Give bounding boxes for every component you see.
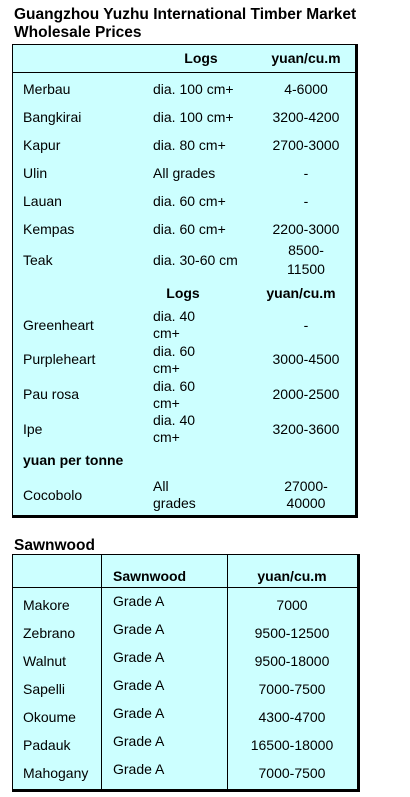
species-name: Ulin (23, 165, 48, 181)
species-name: Merbau (23, 81, 71, 97)
grade-cell-line-2: cm+ (153, 429, 180, 445)
grade-cell: Grade A (113, 649, 165, 665)
price-cell-line-2: 40000 (286, 495, 326, 511)
grade-cell: dia. 60 cm+ (153, 221, 226, 237)
price-cell: 2000-2500 (272, 386, 340, 402)
grade-cell-line-2: cm+ (153, 395, 180, 411)
grade-cell: Grade A (113, 705, 165, 721)
grade-cell: dia. 30-60 cm (153, 252, 238, 268)
grade-cell: Grade A (113, 733, 165, 749)
species-name: Greenheart (23, 317, 94, 333)
logs-header2-price: yuan/cu.m (266, 285, 336, 301)
price-cell: - (303, 317, 309, 333)
grade-cell-line-2: grades (153, 495, 196, 511)
species-name: Lauan (23, 193, 62, 209)
grade-cell-line-1: dia. 60 (153, 343, 196, 359)
price-cell: 9500-18000 (254, 653, 330, 669)
species-name: Zebrano (23, 625, 76, 641)
grade-cell: dia. 100 cm+ (153, 81, 234, 97)
sawnwood-price-table (12, 554, 360, 792)
grade-cell: dia. 80 cm+ (153, 137, 226, 153)
price-cell: 3200-4200 (272, 109, 340, 125)
species-name: Okoume (23, 709, 76, 725)
logs-price-table (12, 44, 358, 518)
price-cell: 4300-4700 (258, 709, 326, 725)
sawnwood-header-price: yuan/cu.m (257, 568, 327, 584)
sawnwood-header-grade: Sawnwood (113, 568, 187, 584)
grade-cell: Grade A (113, 621, 165, 637)
species-name: Mahogany (23, 765, 89, 781)
price-cell: 7000-7500 (258, 765, 326, 781)
grade-cell: dia. 100 cm+ (153, 109, 234, 125)
grade-cell: All grades (153, 165, 216, 181)
grade-cell: Grade A (113, 593, 165, 609)
species-name: Padauk (23, 737, 71, 753)
species-name: Makore (23, 597, 70, 613)
price-cell: - (303, 193, 309, 209)
price-cell-line-1: 27000- (284, 478, 328, 494)
price-cell: 7000 (276, 597, 308, 613)
species-name: Teak (23, 252, 53, 268)
logs-header-price: yuan/cu.m (271, 50, 341, 66)
species-name: Bangkirai (23, 109, 82, 125)
species-name: Purpleheart (23, 351, 96, 367)
logs-header-grade: Logs (184, 50, 218, 66)
species-name: Walnut (23, 653, 67, 669)
grade-cell-line-1: All (153, 478, 169, 494)
species-name: Cocobolo (23, 487, 83, 503)
species-name: Kapur (23, 137, 61, 153)
species-name: Sapelli (23, 681, 66, 697)
page-title (14, 6, 356, 42)
grade-cell: Grade A (113, 677, 165, 693)
price-cell: 2200-3000 (272, 221, 340, 237)
price-cell: - (303, 165, 309, 181)
grade-cell-line-1: dia. 40 (153, 412, 196, 428)
price-cell: 4-6000 (284, 81, 328, 97)
price-cell: 3000-4500 (272, 351, 340, 367)
price-cell: 3200-3600 (272, 421, 340, 437)
price-cell: 9500-12500 (254, 625, 330, 641)
price-cell-line-1: 8500- (288, 242, 324, 258)
tonne-unit-label: yuan per tonne (23, 452, 124, 468)
grade-cell: Grade A (113, 761, 165, 777)
price-cell: 2700-3000 (272, 137, 340, 153)
price-cell: 16500-18000 (250, 737, 334, 753)
grade-cell-line-2: cm+ (153, 325, 180, 341)
grade-cell-line-1: dia. 60 (153, 378, 196, 394)
logs-header2-grade: Logs (166, 285, 200, 301)
price-cell: 7000-7500 (258, 681, 326, 697)
header-divider (13, 587, 357, 588)
sawnwood-section-title: Sawnwood (14, 537, 95, 554)
species-name: Kempas (23, 221, 75, 237)
column-divider (101, 555, 102, 789)
header-divider (13, 72, 355, 73)
title-line-2: Wholesale Prices (14, 24, 142, 41)
price-cell-line-2: 11500 (287, 261, 325, 277)
grade-cell: dia. 60 cm+ (153, 193, 226, 209)
grade-cell-line-2: cm+ (153, 360, 180, 376)
species-name: Pau rosa (23, 386, 80, 402)
title-line-1: Guangzhou Yuzhu International Timber Market (14, 6, 357, 23)
grade-cell-line-1: dia. 40 (153, 308, 196, 324)
species-name: Ipe (23, 421, 43, 437)
